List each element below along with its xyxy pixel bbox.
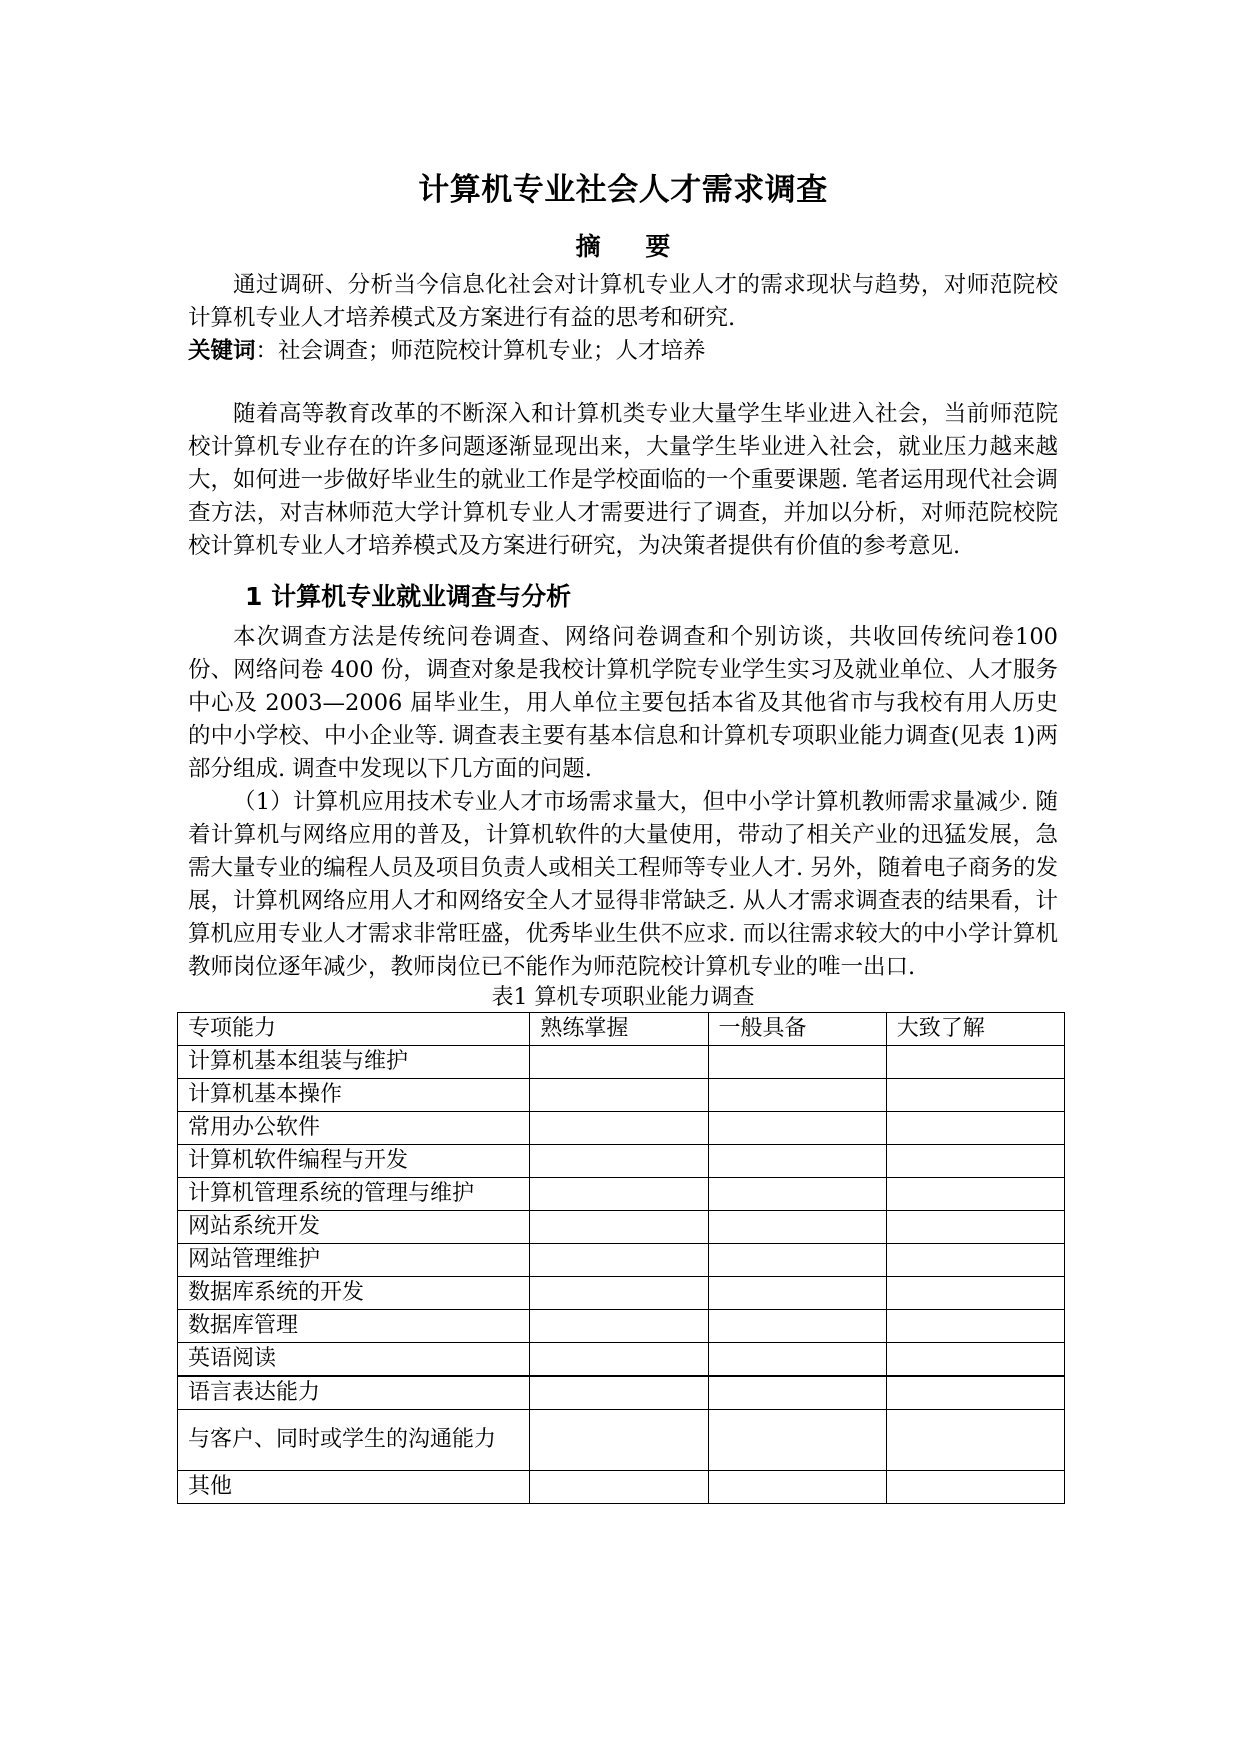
table-cell [708,1046,886,1079]
table-cell-skill: 网站管理维护 [178,1244,530,1277]
table-cell [530,1343,708,1377]
section-1-paragraph-1: 本次调查方法是传统问卷调查、网络问卷调查和个别访谈，共收回传统问卷100 份、网络问卷 400 份，调查对象是我校计算机学院专业学生实习及就业单位、人才服务中心及 2003—2006 届毕业生，用人单位主要包括本省及其他省市与我校有用人历史的中小学校、中小企业等. 调查表主要有基本信息和计算机专项职业能力调查(见表 1)两部分组成. 调查中发现以下几方面的问题. [188,624,1058,782]
table-cell-skill: 计算机软件编程与开发 [178,1145,530,1178]
table-cell [886,1277,1064,1310]
table-cell [886,1410,1064,1471]
table-cell [886,1046,1064,1079]
section-1-heading: 1 计算机专业就业调查与分析 [245,582,572,611]
table-cell [530,1277,708,1310]
table-cell [708,1471,886,1504]
document-title: 计算机专业社会人才需求调查 [418,172,828,208]
table-cell [708,1079,886,1112]
table-cell [708,1178,886,1211]
table-cell [530,1046,708,1079]
table-header-cell: 熟练掌握 [530,1013,708,1046]
intro-paragraph: 随着高等教育改革的不断深入和计算机类专业大量学生毕业进入社会，当前师范院校计算机专业存在的许多问题逐渐显现出来，大量学生毕业进入社会，就业压力越来越大，如何进一步做好毕业生的就业工作是学校面临的一个重要课题. 笔者运用现代社会调查方法，对吉林师范大学计算机专业人才需要进行了调查，并加以分析，对师范院校院校计算机专业人才培养模式及方案进行研究，为决策者提供有价值的参考意见. [188,401,1058,559]
table-cell [530,1178,708,1211]
document-page [188,150,1058,1504]
table-row [178,1310,1065,1343]
table-cell [708,1211,886,1244]
keywords-text: ：社会调查；师范院校计算机专业；人才培养 [255,338,706,364]
table-cell [708,1277,886,1310]
section-1-paragraph-2: （1）计算机应用技术专业人才市场需求量大，但中小学计算机教师需求量减少. 随着计算机与网络应用的普及，计算机软件的大量使用，带动了相关产业的迅猛发展，急需大量专业的编程人员及项目负责人或相关工程师等专业人才. 另外，随着电子商务的发展，计算机网络应用人才和网络安全人才显得非常缺乏. 从人才需求调查表的结果看，计算机应用专业人才需求非常旺盛，优秀毕业生供不应求. 而以往需求较大的中小学计算机教师岗位逐年减少，教师岗位已不能作为师范院校计算机专业的唯一出口. [188,789,1058,980]
table-row [178,1112,1065,1145]
table-cell-skill: 语言表达能力 [178,1376,530,1410]
abstract-text: 通过调研、分析当今信息化社会对计算机专业人才的需求现状与趋势，对师范院校计算机专业人才培养模式及方案进行有益的思考和研究. [188,272,1058,331]
table-cell-skill: 计算机基本组装与维护 [178,1046,530,1079]
table-cell [530,1145,708,1178]
table-cell-skill: 英语阅读 [178,1343,530,1377]
table-cell [530,1079,708,1112]
table-cell [530,1310,708,1343]
table-cell [886,1244,1064,1277]
table-row [178,1178,1065,1211]
table-cell-skill: 计算机基本操作 [178,1079,530,1112]
spacer [188,368,1058,398]
table-cell-skill: 计算机管理系统的管理与维护 [178,1178,530,1211]
table-cell [886,1343,1064,1377]
table-cell [530,1471,708,1504]
table-cell [530,1244,708,1277]
table-cell [886,1310,1064,1343]
table-cell [886,1376,1064,1410]
table-cell [886,1112,1064,1145]
table-header-cell: 大致了解 [886,1013,1064,1046]
table-cell [886,1178,1064,1211]
table-row [178,1211,1065,1244]
keywords-label: 关键词 [188,338,256,364]
table-header-cell: 一般具备 [708,1013,886,1046]
table-cell [708,1145,886,1178]
table-row [178,1277,1065,1310]
table-cell [886,1211,1064,1244]
table-header-row [178,1013,1065,1046]
keywords-line [188,335,1058,368]
table-caption: 表1 算机专项职业能力调查 [491,985,755,1010]
abstract-heading: 摘 要 [575,232,689,261]
table-cell [886,1145,1064,1178]
skills-survey-table [177,1012,1065,1504]
table-row [178,1343,1065,1377]
table-cell [708,1310,886,1343]
table-row [178,1244,1065,1277]
table-cell-skill: 与客户、同时或学生的沟通能力 [178,1410,530,1471]
table-cell [708,1410,886,1471]
table-cell [708,1112,886,1145]
table-cell-skill: 数据库系统的开发 [178,1277,530,1310]
table-cell [708,1244,886,1277]
table-cell-skill: 常用办公软件 [178,1112,530,1145]
table-cell [530,1211,708,1244]
table-cell [886,1079,1064,1112]
table-cell-skill: 数据库管理 [178,1310,530,1343]
table-row [178,1145,1065,1178]
table-cell [886,1471,1064,1504]
table-cell [708,1343,886,1377]
table-row [178,1079,1065,1112]
table-row [178,1471,1065,1504]
table-cell [530,1376,708,1410]
table-cell-skill: 其他 [178,1471,530,1504]
table-row [178,1376,1065,1410]
table-cell [530,1410,708,1471]
table-row [178,1410,1065,1471]
table-cell-skill: 网站系统开发 [178,1211,530,1244]
table-cell [530,1112,708,1145]
table-cell [708,1376,886,1410]
table-row [178,1046,1065,1079]
table-header-cell: 专项能力 [178,1013,530,1046]
